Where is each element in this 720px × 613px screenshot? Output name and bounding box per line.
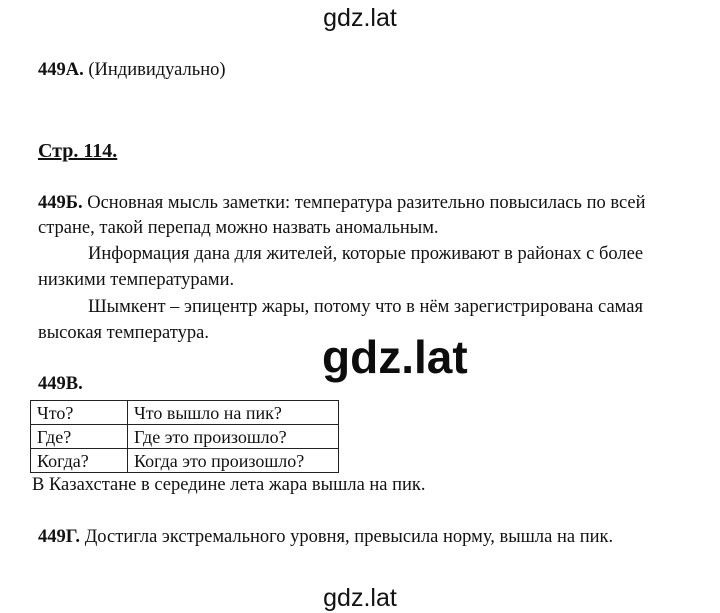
table-cell-question: Что?	[31, 401, 128, 425]
watermark-bottom: gdz.lat	[323, 584, 397, 612]
exercise-449b-line3: Информация дана для жителей, которые проживают в районах с более	[88, 244, 644, 264]
exercise-449v-label: 449В.	[38, 374, 83, 394]
exercise-449a-text: (Индивидуально)	[83, 60, 226, 80]
table-row	[31, 401, 339, 425]
exercise-449a	[38, 60, 226, 81]
table-cell-question: Когда?	[31, 449, 128, 473]
exercise-449g-label: 449Г.	[38, 527, 81, 547]
exercise-449g	[38, 527, 613, 548]
table-cell-full-question: Что вышло на пик?	[128, 401, 339, 425]
question-table	[30, 400, 339, 473]
exercise-449b-line6: высокая температура.	[38, 323, 209, 343]
exercise-449v-answer: В Казахстане в середине лета жара вышла на пик.	[32, 475, 426, 495]
exercise-449b-line5: Шымкент – эпицентр жары, потому что в нём зарегистрирована самая	[88, 297, 643, 317]
exercise-449g-text: Достигла экстремального уровня, превысила норму, вышла на пик.	[80, 527, 614, 547]
exercise-449b-line2: стране, такой перепад можно назвать аномальным.	[38, 218, 439, 238]
page-heading: Стр. 114.	[38, 140, 118, 162]
table-row	[31, 449, 339, 473]
exercise-449b-text1: Основная мысль заметки: температура разительно повысилась по всей	[82, 193, 646, 213]
exercise-449b-line4: низкими температурами.	[38, 270, 235, 290]
table-cell-full-question: Когда это произошло?	[128, 449, 339, 473]
exercise-449b-label: 449Б.	[38, 193, 83, 213]
exercise-449a-label: 449А.	[38, 60, 84, 80]
watermark-top: gdz.lat	[323, 4, 397, 32]
watermark-middle: gdz.lat	[322, 331, 468, 383]
table-row	[31, 425, 339, 449]
table-cell-full-question: Где это произошло?	[128, 425, 339, 449]
table-cell-question: Где?	[31, 425, 128, 449]
exercise-449b-line1	[38, 193, 646, 214]
